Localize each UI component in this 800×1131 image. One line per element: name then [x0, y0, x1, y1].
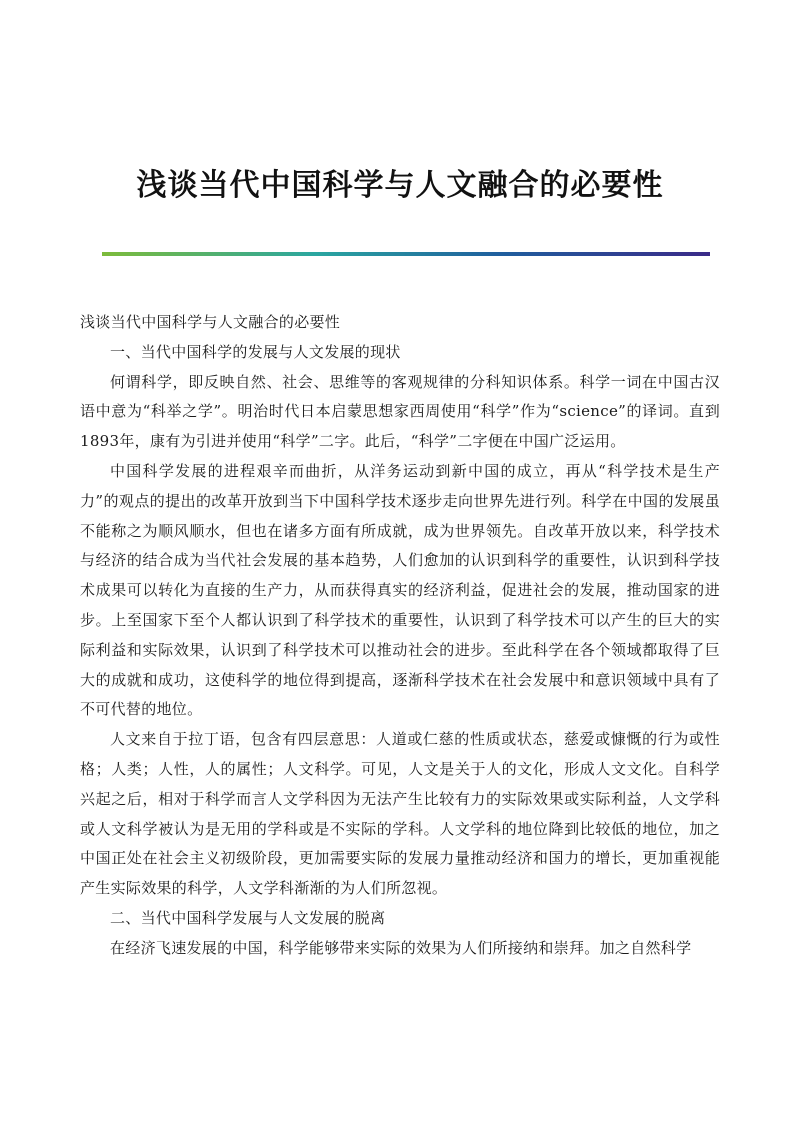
title-divider — [102, 252, 710, 256]
paragraph-2: 中国科学发展的进程艰辛而曲折，从洋务运动到新中国的成立，再从“科学技术是生产力”的观点的提出的改革开放到当下中国科学技术逐步走向世界先进行列。科学在中国的发展虽不能称之为顺风顺水，但也在诸多方面有所成就，成为世界领先。自改革开放以来，科学技术与经济的结合成为当代社会发展的基本趋势，人们愈加的认识到科学的重要性，认识到科学技术成果可以转化为直接的生产力，从而获得真实的经济利益，促进社会的发展，推动国家的进步。上至国家下至个人都认识到了科学技术的重要性，认识到了科学技术可以产生的巨大的实际利益和实际效果，认识到了科学技术可以推动社会的进步。至此科学在各个领域都取得了巨大的成就和成功，这使科学的地位得到提高，逐渐科学技术在社会发展中和意识领域中具有了不可代替的地位。 — [80, 461, 720, 719]
paragraph-3: 人文来自于拉丁语，包含有四层意思：人道或仁慈的性质或状态，慈爱或慷慨的行为或性格；人类；人性，人的属性；人文科学。可见，人文是关于人的文化，形成人文文化。自科学兴起之后，相对于科学而言人文学科因为无法产生比较有力的实际效果或实际利益，人文学科或人文科学被认为是无用的学科或是不实际的学科。人文学科的地位降到比较低的地位，加之中国正处在社会主义初级阶段，更加需要实际的发展力量推动经济和国力的增长，更加重视能产生实际效果的科学，人文学科渐渐的为人们所忽视。 — [80, 730, 720, 898]
document-title: 浅谈当代中国科学与人文融合的必要性 — [136, 168, 664, 203]
paragraph-1: 何谓科学，即反映自然、社会、思维等的客观规律的分科知识体系。科学一词在中国古汉语中意为“科举之学”。明治时代日本启蒙思想家西周使用“科学”作为“science”的译词。直到1893年，康有为引进并使用“科学”二字。此后，“科学”二字便在中国广泛运用。 — [80, 372, 720, 451]
paragraph-4: 在经济飞速发展的中国，科学能够带来实际的效果为人们所接纳和崇拜。加之自然科学 — [110, 938, 692, 957]
section-heading-1: 一、当代中国科学的发展与人文发展的现状 — [110, 342, 401, 361]
body-title-line: 浅谈当代中国科学与人文融合的必要性 — [80, 313, 341, 331]
document-body — [80, 308, 720, 964]
section-heading-2: 二、当代中国科学发展与人文发展的脱离 — [110, 908, 386, 927]
